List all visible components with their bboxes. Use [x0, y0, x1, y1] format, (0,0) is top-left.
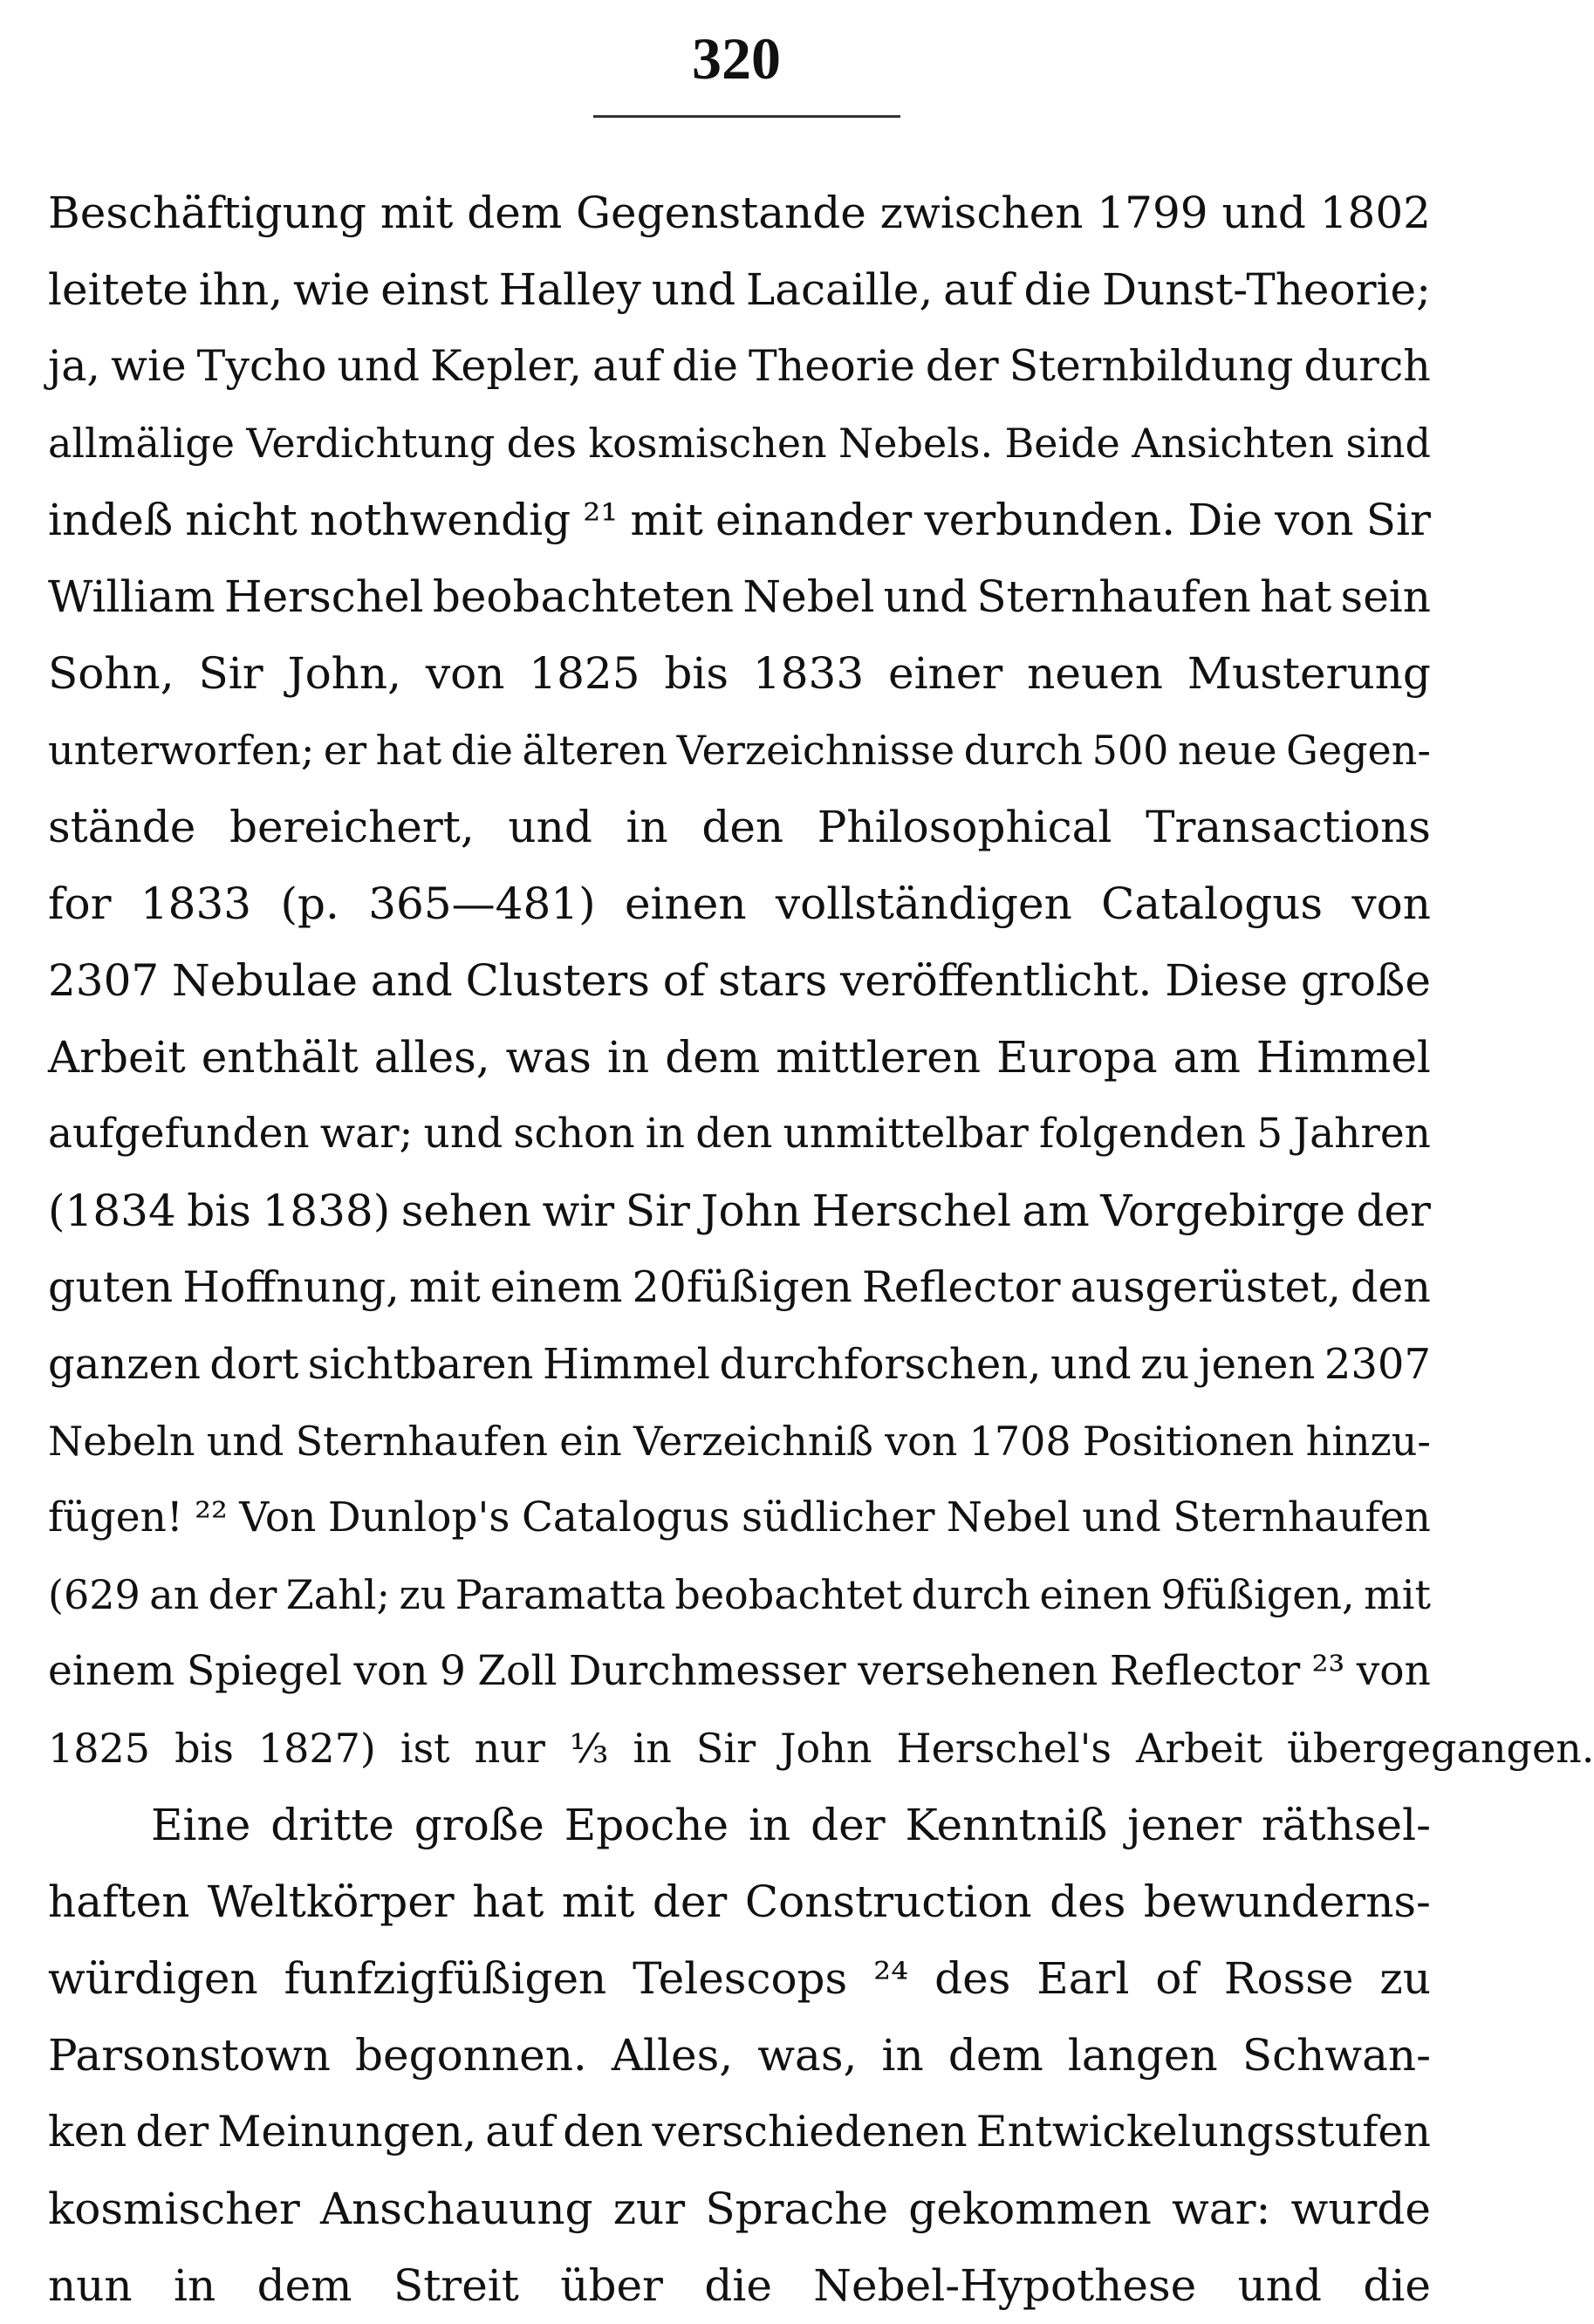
text-line: ganzen dort sichtbaren Himmel durchforschen, und zu jenen 2307: [48, 1340, 1431, 1389]
text-line: haften Weltkörper hat mit der Construction des bewunderns-: [48, 1876, 1431, 1927]
text-line: (629 an der Zahl; zu Paramatta beobachtet durch einen 9füßigen, mit: [48, 1571, 1431, 1618]
text-line: Sohn, Sir John, von 1825 bis 1833 einer neuen Musterung: [48, 648, 1431, 699]
text-line: William Herschel beobachteten Nebel und Sternhaufen hat sein: [48, 571, 1431, 622]
text-line: stände bereichert, und in den Philosophical Transactions: [48, 802, 1431, 852]
header-rule: [593, 115, 900, 118]
text-line: for 1833 (p. 365—481) einen vollständigen Catalogus von: [48, 878, 1431, 929]
text-line: Nebeln und Sternhaufen ein Verzeichniß von 1708 Positionen hinzu-: [48, 1418, 1431, 1465]
text-line: (1834 bis 1838) sehen wir Sir John Herschel am Vorgebirge der: [48, 1186, 1431, 1236]
text-line: Arbeit enthält alles, was in dem mittleren Europa am Himmel: [48, 1032, 1431, 1083]
page-number: 320: [692, 25, 781, 92]
text-line: unterworfen; er hat die älteren Verzeichnisse durch 500 neue Gegen-: [48, 727, 1431, 774]
text-line: Eine dritte große Epoche in der Kenntniß jener räthsel-: [151, 1800, 1431, 1850]
text-line: 2307 Nebulae and Clusters of stars veröffentlicht. Diese große: [48, 955, 1431, 1006]
text-line: Beschäftigung mit dem Gegenstande zwischen 1799 und 1802: [48, 188, 1431, 238]
text-line: aufgefunden war; und schon in den unmittelbar folgenden 5 Jahren: [48, 1110, 1431, 1158]
text-line: 1825 bis 1827) ist nur ⅓ in Sir John Herschel's Arbeit übergegangen.: [48, 1725, 1594, 1772]
text-line: allmälige Verdichtung des kosmischen Nebels. Beide Ansichten sind: [48, 420, 1431, 467]
text-line: würdigen funfzigfüßigen Telescops ²⁴ des Earl of Rosse zu: [48, 1953, 1431, 2004]
text-line: fügen! ²² Von Dunlop's Catalogus südlicher Nebel und Sternhaufen: [48, 1494, 1431, 1541]
text-line: Parsonstown begonnen. Alles, was, in dem langen Schwan-: [48, 2030, 1431, 2081]
text-line: leitete ihn, wie einst Halley und Lacaille, auf die Dunst-Theorie;: [48, 264, 1431, 315]
body-text: [48, 174, 1594, 2324]
text-line: einem Spiegel von 9 Zoll Durchmesser versehenen Reflector ²³ von: [48, 1647, 1431, 1695]
text-line: ja, wie Tycho und Kepler, auf die Theorie der Sternbildung durch: [48, 341, 1431, 391]
text-line: nun in dem Streit über die Nebel-Hypothese und die: [48, 2260, 1431, 2311]
text-line: kosmischer Anschauung zur Sprache gekommen war: wurde: [48, 2184, 1431, 2234]
text-line: guten Hoffnung, mit einem 20füßigen Reflector ausgerüstet, den: [48, 1262, 1431, 1312]
text-line: ken der Meinungen, auf den verschiedenen Entwickelungsstufen: [48, 2107, 1431, 2157]
text-line: indeß nicht nothwendig ²¹ mit einander verbunden. Die von Sir: [48, 495, 1431, 545]
